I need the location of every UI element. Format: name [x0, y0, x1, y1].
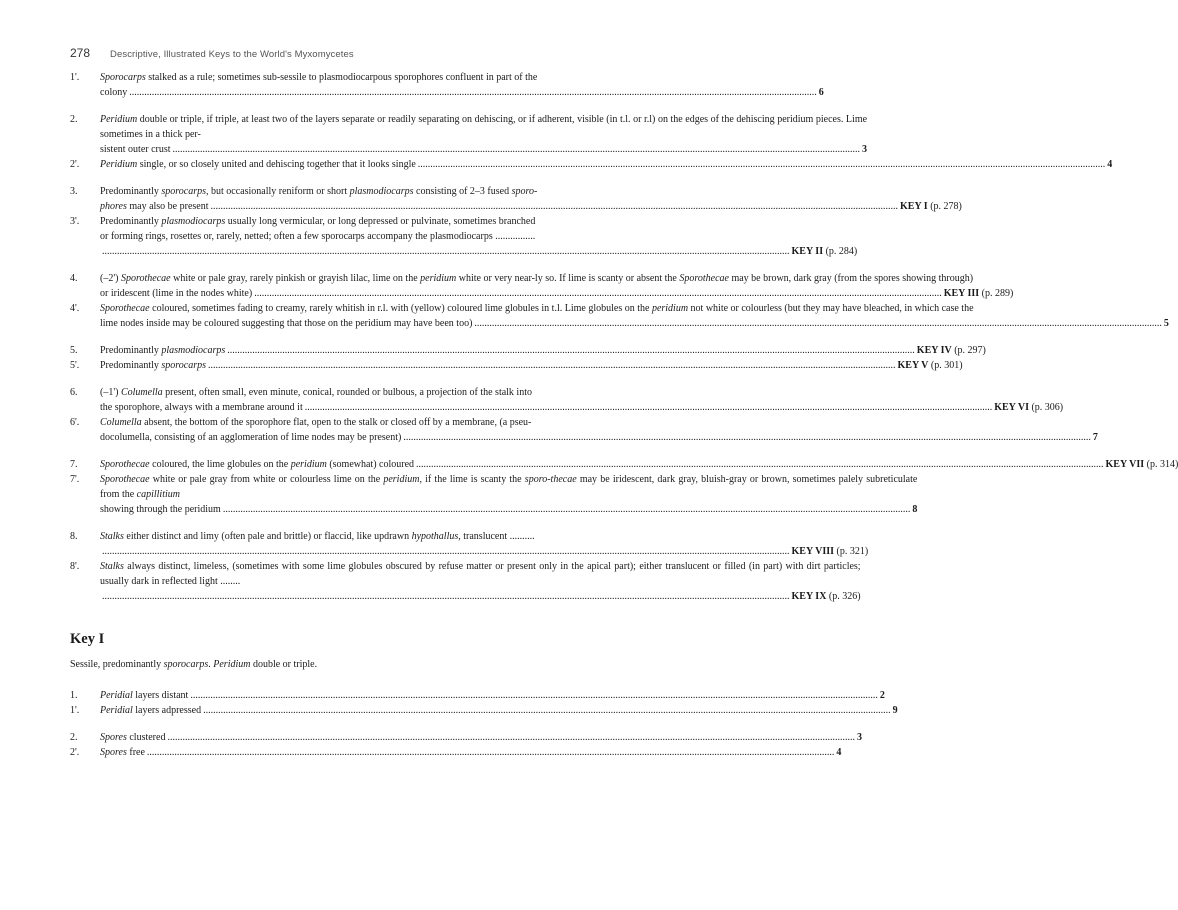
key-entry — [70, 688, 885, 703]
entry-taxon: Columella — [100, 417, 142, 428]
entry-text: , translucent .......... — [458, 531, 535, 542]
entry-number: 6'. — [70, 417, 80, 428]
entry-text: (–1') — [100, 387, 121, 398]
entry-taxon: Spores — [100, 747, 127, 758]
entry-number: 4. — [70, 273, 78, 284]
key-intro-text: double or triple. — [250, 659, 318, 670]
entry-text: stalked as a rule; sometimes sub-sessile to plasmodiocarpous sporophores confluent in part of the — [145, 72, 538, 83]
entry-destination: KEY VI — [994, 402, 1029, 413]
entry-text: consisting of 2–3 fused — [413, 186, 512, 197]
entry-destination: KEY IV — [916, 345, 952, 356]
entry-destination: 9 — [892, 705, 898, 716]
leader-line — [100, 400, 1063, 415]
entry-text: sistent outer crust — [100, 144, 171, 155]
entry-text: or forming rings, rosettes or, rarely, netted; often a few sporocarps accompany the plasmodiocarps ................ — [100, 231, 536, 242]
key-intro-text: Sessile, predominantly — [70, 659, 164, 670]
entry-number: 3. — [70, 186, 78, 197]
entry-destination: KEY I — [900, 201, 928, 212]
entry-text: colony — [100, 87, 128, 98]
entry-number: 1. — [70, 690, 78, 701]
leader-line — [100, 343, 986, 358]
entry-page-ref: (p. 321) — [834, 546, 869, 557]
entry-text: may be brown, dark gray (from the spores showing through) — [728, 273, 974, 284]
leader-line — [100, 502, 917, 517]
entry-text: white or pale gray from white or colourless lime on the — [149, 474, 384, 485]
entry-taxon: peridium — [383, 474, 420, 485]
entry-taxon: Stalks — [100, 531, 124, 542]
entry-number: 2'. — [70, 159, 80, 170]
entry-taxon: peridium — [651, 303, 689, 314]
entry-number: 1'. — [70, 705, 80, 716]
leader-line — [100, 157, 1112, 172]
entry-destination: 6 — [818, 87, 824, 98]
entry-text: coloured, sometimes fading to creamy, rarely whitish in r.l. with (yellow) coloured lime globules in t.l. Lime globules on the — [149, 303, 652, 314]
entry-taxon: Stalks — [100, 561, 124, 572]
entry-text: present, often small, even minute, conical, rounded or bulbous, a projection of the stalk into — [162, 387, 532, 398]
couplet-group-3 — [70, 184, 962, 259]
entry-page-ref: (p. 301) — [928, 360, 963, 371]
entry-text: (–2') — [100, 273, 121, 284]
entry-taxon: Spores — [100, 732, 127, 743]
couplet-group-6 — [70, 385, 1098, 445]
couplet-group-5 — [70, 343, 986, 373]
leader-line — [100, 703, 898, 718]
entry-destination: 3 — [856, 732, 862, 743]
entry-taxon: plasmodiocarps — [161, 216, 226, 227]
entry-text: showing through the peridium — [100, 504, 221, 515]
entry-page-ref: (p. 278) — [927, 201, 962, 212]
entry-taxon: Peridial — [100, 705, 133, 716]
key-intro-taxon: Peridium — [213, 659, 251, 670]
entry-text: Predominantly — [100, 186, 162, 197]
entry-text: always distinct, limeless, (sometimes with some lime globules obscured by refuse matter or present only in the apical part); either translucent or filled (in part) with dirt particles; usually dark in reflected light ........ — [100, 561, 861, 587]
entry-text: may be iridescent, dark gray, bluish-gray or brown, sometimes palely subreticulate from the — [100, 474, 918, 500]
entry-taxon: Sporothecae — [679, 273, 729, 284]
document-page — [70, 46, 1178, 772]
leader-line — [100, 589, 861, 604]
entry-number: 1'. — [70, 72, 80, 83]
leader-line — [100, 430, 1098, 445]
entry-destination: KEY VII — [1105, 459, 1145, 470]
running-header — [70, 46, 580, 62]
entry-text: (somewhat) coloured — [326, 459, 415, 470]
entry-number: 8'. — [70, 561, 80, 572]
entry-number: 2. — [70, 114, 78, 125]
entry-text: layers distant — [132, 690, 189, 701]
entry-page-ref: (p. 306) — [1028, 402, 1064, 413]
entry-number: 2'. — [70, 747, 80, 758]
couplet-group-4 — [70, 271, 1169, 331]
leader-line — [100, 142, 867, 157]
running-title: Descriptive, Illustrated Keys to the World's Myxomycetes — [110, 49, 354, 60]
entry-text: may also be present — [126, 201, 209, 212]
entry-text: docolumella, consisting of an agglomeration of lime nodes may be present) — [100, 432, 402, 443]
entry-number: 6. — [70, 387, 78, 398]
entry-text: white or very near-ly so. If lime is scanty or absent the — [456, 273, 680, 284]
entry-taxon: sporo-thecae — [524, 474, 577, 485]
entry-text: white or pale gray, rarely pinkish or grayish lilac, lime on the — [170, 273, 421, 284]
leader-line — [100, 85, 824, 100]
entry-text: or iridescent (lime in the nodes white) — [100, 288, 253, 299]
entry-page-ref: (p. 326) — [826, 591, 861, 602]
leader-line — [100, 286, 1013, 301]
entry-destination: 4 — [1107, 159, 1113, 170]
couplet-group-2 — [70, 112, 1113, 172]
entry-taxon: Sporothecae — [100, 303, 150, 314]
entry-text: single, or so closely united and dehiscing together that it looks single — [137, 159, 416, 170]
key-entry — [70, 415, 1098, 445]
entry-taxon: capillitium — [136, 489, 180, 500]
entry-number: 5'. — [70, 360, 80, 371]
entry-destination: 5 — [1163, 318, 1169, 329]
entry-taxon: sporo- — [511, 186, 538, 197]
entry-text: Predominantly — [100, 345, 162, 356]
entry-taxon: Columella — [120, 387, 163, 398]
entry-page-ref: (p. 284) — [823, 246, 858, 257]
entry-destination: 3 — [862, 144, 868, 155]
key1-couplet-group-1 — [70, 688, 898, 718]
entry-text: double or triple, if triple, at least two of the layers separate or readily separating on dehiscing, or if adherent, visible (in t.l. or r.l) on the edges of the dehiscing peridium pieces. Lime sometimes in a thick per- — [100, 114, 868, 140]
entry-number: 2. — [70, 732, 78, 743]
entry-number: 5. — [70, 345, 78, 356]
entry-destination: KEY III — [943, 288, 980, 299]
entry-text: Predominantly — [100, 360, 162, 371]
entry-taxon: peridium — [420, 273, 457, 284]
key-entry — [70, 70, 824, 100]
key-entry — [70, 745, 842, 760]
key-entry — [70, 559, 861, 604]
entry-text: , but occasionally reniform or short — [206, 186, 350, 197]
leader-line — [100, 688, 885, 703]
key-entry — [70, 214, 858, 259]
entry-taxon: peridium — [290, 459, 327, 470]
couplet-group-8 — [70, 529, 869, 604]
leader-line — [100, 244, 857, 259]
entry-text: layers adpressed — [132, 705, 202, 716]
entry-text: usually long vermicular, or long depressed or pulvinate, sometimes branched — [225, 216, 536, 227]
entry-destination: 4 — [836, 747, 842, 758]
leader-line — [100, 358, 963, 373]
key1-couplet-group-2 — [70, 730, 862, 760]
entry-taxon: sporocarps — [161, 360, 207, 371]
key-entry — [70, 457, 1178, 472]
leader-line — [100, 544, 868, 559]
entry-taxon: Sporothecae — [120, 273, 171, 284]
entry-taxon: Sporothecae — [100, 474, 150, 485]
key-entry — [70, 343, 986, 358]
key-entry — [70, 112, 868, 157]
key-entry — [70, 529, 869, 559]
entry-number: 3'. — [70, 216, 80, 227]
leader-line — [100, 457, 1178, 472]
entry-text: either distinct and limy (often pale and brittle) or flaccid, like updrawn — [123, 531, 412, 542]
key-heading: Key I — [70, 631, 105, 647]
entry-text: absent, the bottom of the sporophore flat, open to the stalk or closed off by a membrane, (a pseu- — [141, 417, 532, 428]
entry-destination: KEY V — [897, 360, 929, 371]
entry-taxon: Peridial — [100, 690, 133, 701]
key-intro-taxon: sporocarps — [163, 659, 209, 670]
leader-line — [100, 316, 1169, 331]
key-entry — [70, 157, 1113, 172]
key-entry — [70, 385, 1064, 415]
key-entry — [70, 703, 898, 718]
key-intro — [70, 657, 580, 672]
entry-destination: KEY IX — [791, 591, 827, 602]
entry-page-ref: (p. 297) — [951, 345, 986, 356]
entry-text: free — [126, 747, 145, 758]
leader-line — [100, 199, 962, 214]
leader-line — [100, 730, 862, 745]
entry-number: 7'. — [70, 474, 80, 485]
entry-destination: 8 — [912, 504, 918, 515]
entry-text: the sporophore, always with a membrane around it — [100, 402, 303, 413]
entry-destination: KEY VIII — [791, 546, 835, 557]
entry-number: 4'. — [70, 303, 80, 314]
key-entry — [70, 184, 962, 214]
entry-taxon: hypothallus — [411, 531, 459, 542]
entry-page-ref: (p. 314) — [1144, 459, 1178, 470]
entry-text: Predominantly — [100, 216, 162, 227]
key-entry — [70, 271, 1014, 301]
entry-taxon: plasmodiocarps — [349, 186, 414, 197]
entry-taxon: Peridium — [100, 114, 138, 125]
entry-taxon: plasmodiocarps — [161, 345, 226, 356]
entry-text: clustered — [126, 732, 166, 743]
key-intro-text: . — [208, 659, 214, 670]
entry-number: 7. — [70, 459, 78, 470]
couplet-group-1 — [70, 70, 824, 100]
entry-text: lime nodes inside may be coloured suggesting that those on the peridium may have been too) — [100, 318, 473, 329]
entry-text: , if the lime is scanty the — [419, 474, 525, 485]
entry-destination: KEY II — [791, 246, 824, 257]
couplet-group-7 — [70, 457, 1178, 517]
key-entry — [70, 472, 918, 517]
key-entry — [70, 301, 1169, 331]
key-entry — [70, 730, 862, 745]
entry-destination: 2 — [879, 690, 885, 701]
entry-taxon: sporocarps — [161, 186, 207, 197]
page-number: 278 — [70, 46, 91, 60]
entry-destination: 7 — [1092, 432, 1098, 443]
entry-taxon: Sporothecae — [100, 459, 150, 470]
leader-line — [100, 745, 841, 760]
entry-taxon: Peridium — [100, 159, 138, 170]
key-entry — [70, 358, 963, 373]
entry-text: not white or colourless (but they may have bleached, in which case the — [688, 303, 974, 314]
entry-page-ref: (p. 289) — [979, 288, 1014, 299]
entry-taxon: Sporocarps — [100, 72, 146, 83]
entry-text: coloured, the lime globules on the — [149, 459, 291, 470]
entry-taxon: phores — [100, 201, 127, 212]
entry-number: 8. — [70, 531, 78, 542]
